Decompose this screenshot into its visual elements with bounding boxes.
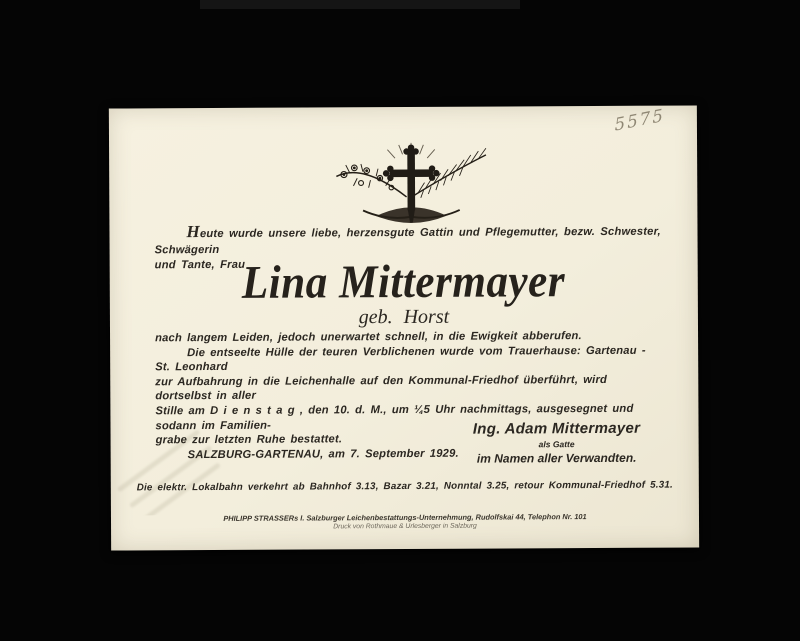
- embossed-stamp: [112, 400, 228, 516]
- signature-block: [432, 420, 680, 466]
- dateline: SALZBURG-GARTENAU, am 7. September 1929.: [187, 447, 459, 461]
- intro-line-1: [154, 222, 666, 259]
- handwritten-archive-number: 5575: [614, 105, 666, 136]
- deceased-name: Lina Mittermayer: [242, 255, 566, 309]
- body-line: grabe zur letzten Ruhe bestattet.: [155, 433, 343, 447]
- cross-palm-flowers-emblem-icon: [321, 139, 501, 235]
- body-line: Die entseelte Hülle der teuren Verblichenen wurde vom Trauerhause: Gartenau - St. Leonhard: [155, 344, 646, 374]
- maiden-name: geb. Horst: [358, 305, 450, 329]
- tram-schedule-note: Die elektr. Lokalbahn verkehrt ab Bahnhof 3.13, Bazar 3.21, Nonntal 3.25, retour Kommunal-Friedhof 5.31.: [136, 479, 673, 494]
- signature-closing: im Namen aller Verwandten.: [476, 450, 637, 466]
- intro-drop-initial: H: [186, 222, 200, 242]
- adjacent-card-edge: [200, 0, 520, 9]
- intro-line-2: und Tante, Frau: [154, 258, 246, 272]
- mourner-relation: als Gatte: [538, 439, 575, 450]
- intro-line-1-text: eute wurde unsere liebe, herzensgute Gattin und Pflegemutter, bezw. Schwester, Schwägerin: [154, 225, 661, 256]
- body-line: nach langem Leiden, jedoch unerwartet schnell, in die Ewigkeit abberufen.: [155, 330, 582, 345]
- body-line: zur Aufbahrung in die Leichenhalle auf den Kommunal-Friedhof überführt, wird dortselbst in aller: [155, 373, 608, 403]
- printer-imprint: Druck von Rothmaue & Urlesberger in Salzburg: [333, 522, 477, 531]
- body-line: Stille am D i e n s t a g , den 10. d. M., um ¼5 Uhr nachmittags, ausgesegnet und sodann im Familien-: [155, 402, 634, 432]
- death-notice-card: [109, 105, 699, 550]
- flower-branch-icon: [336, 164, 406, 198]
- mourner-name: Ing. Adam Mittermayer: [472, 419, 641, 438]
- undertaker-imprint: PHILIPP STRASSERs I. Salzburger Leichenbestattungs-Unternehmung, Rudolfskai 44, Telephon Nr. 101: [223, 512, 587, 523]
